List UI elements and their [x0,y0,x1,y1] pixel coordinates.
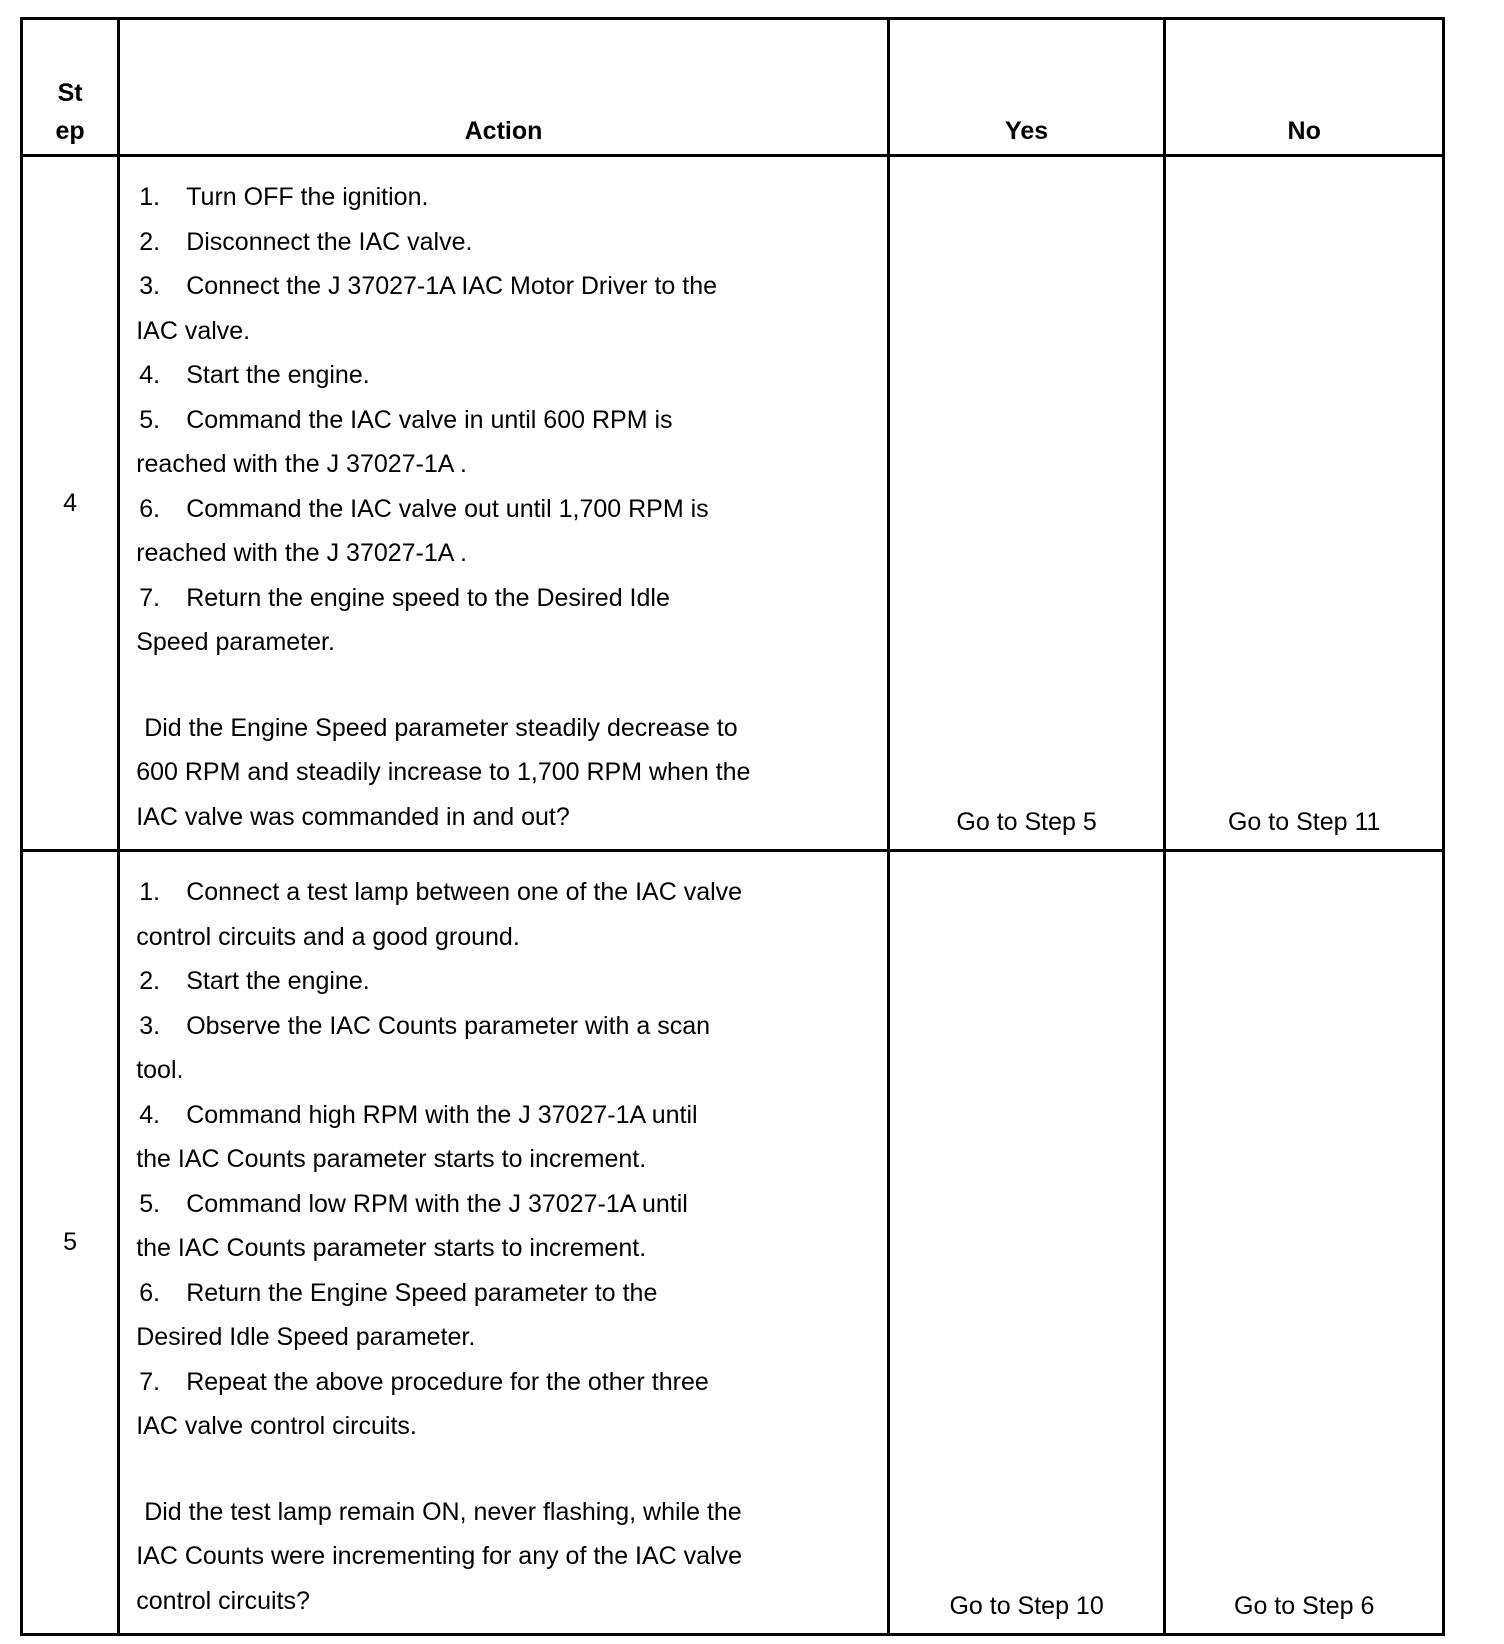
action-item [136,1093,873,1138]
action-item-text: Turn OFF the ignition. [186,183,429,211]
action-item [136,175,873,220]
action-item [136,398,873,443]
action-item-continuation: Speed parameter. [136,628,335,656]
header-action: Action [119,19,889,156]
question-line: control circuits? [136,1586,310,1615]
step-number: 5 [22,851,119,1635]
action-item-number: 7. [139,1367,161,1396]
action-item-number: 7. [139,583,161,612]
action-item [136,576,873,621]
action-item-number: 5. [139,1189,161,1218]
question-line: IAC Counts were incrementing for any of the IAC valve [136,1542,743,1570]
action-item-text: Start the engine. [186,361,370,389]
diagnostic-table [20,17,1445,1636]
action-cell [119,851,889,1635]
question-line: 600 RPM and steadily increase to 1,700 RPM when the [136,758,751,786]
action-item-text: Connect a test lamp between one of the IAC valve [186,878,743,906]
action-item [136,959,873,1004]
yes-result: Go to Step 10 [888,851,1165,1635]
action-item-text: Return the Engine Speed parameter to the [186,1278,658,1307]
yes-result: Go to Step 5 [888,156,1165,851]
action-item-number: 4. [139,361,161,389]
action-item-text: Repeat the above procedure for the other three [186,1367,709,1396]
action-item [136,220,873,265]
action-item [136,870,873,915]
action-item-number: 1. [139,878,161,906]
action-item [136,487,873,532]
action-item [136,353,873,398]
action-item-continuation: IAC valve control circuits. [136,1412,417,1440]
action-item-number: 5. [139,405,161,434]
action-item-text: Command the IAC valve out until 1,700 RPM is [186,494,709,523]
header-step [22,19,119,156]
action-item [136,1271,873,1316]
action-item-text: Connect the J 37027-1A IAC Motor Driver to the [186,272,718,300]
action-item-text: Return the engine speed to the Desired Idle [186,583,670,612]
action-item-text: Observe the IAC Counts parameter with a scan [186,1011,711,1040]
action-item-continuation: the IAC Counts parameter starts to increment. [136,1145,647,1173]
action-item-number: 1. [139,183,161,211]
action-item-continuation: control circuits and a good ground. [136,922,520,951]
action-item-text: Start the engine. [186,967,370,995]
header-row [22,19,1444,156]
header-step-line2: ep [55,117,85,145]
spacer [136,665,873,706]
question-line: Did the test lamp remain ON, never flashing, while the [144,1497,742,1526]
header-no: No [1165,19,1444,156]
action-item-continuation: reached with the J 37027-1A . [136,539,467,567]
table-row [22,156,1444,851]
action-cell [119,156,889,851]
action-item-continuation: Desired Idle Speed parameter. [136,1323,476,1351]
question-line: IAC valve was commanded in and out? [136,802,570,831]
action-item-number: 2. [139,967,161,995]
action-item-number: 6. [139,494,161,523]
action-item-number: 6. [139,1278,161,1307]
action-item [136,1182,873,1227]
spacer [136,1449,873,1490]
action-item-number: 3. [139,272,161,300]
action-item [136,1360,873,1405]
action-item-continuation: tool. [136,1056,184,1084]
action-item-number: 4. [139,1100,161,1129]
action-item-number: 3. [139,1011,161,1040]
action-item-continuation: the IAC Counts parameter starts to increment. [136,1234,647,1262]
action-item-number: 2. [139,227,161,256]
step-number: 4 [22,156,119,851]
header-step-line1: St [57,79,83,107]
action-item [136,1004,873,1049]
action-item-text: Command high RPM with the J 37027-1A until [186,1100,698,1129]
action-item-text: Command the IAC valve in until 600 RPM is [186,405,673,434]
no-result: Go to Step 11 [1165,156,1444,851]
no-result: Go to Step 6 [1165,851,1444,1635]
action-item-continuation: IAC valve. [136,316,251,345]
table-row [22,851,1444,1635]
header-yes: Yes [888,19,1165,156]
action-item-text: Disconnect the IAC valve. [186,227,473,256]
action-item-continuation: reached with the J 37027-1A . [136,450,467,478]
action-item-text: Command low RPM with the J 37027-1A until [186,1189,688,1218]
action-item [136,264,873,309]
question-line: Did the Engine Speed parameter steadily decrease to [144,713,738,742]
